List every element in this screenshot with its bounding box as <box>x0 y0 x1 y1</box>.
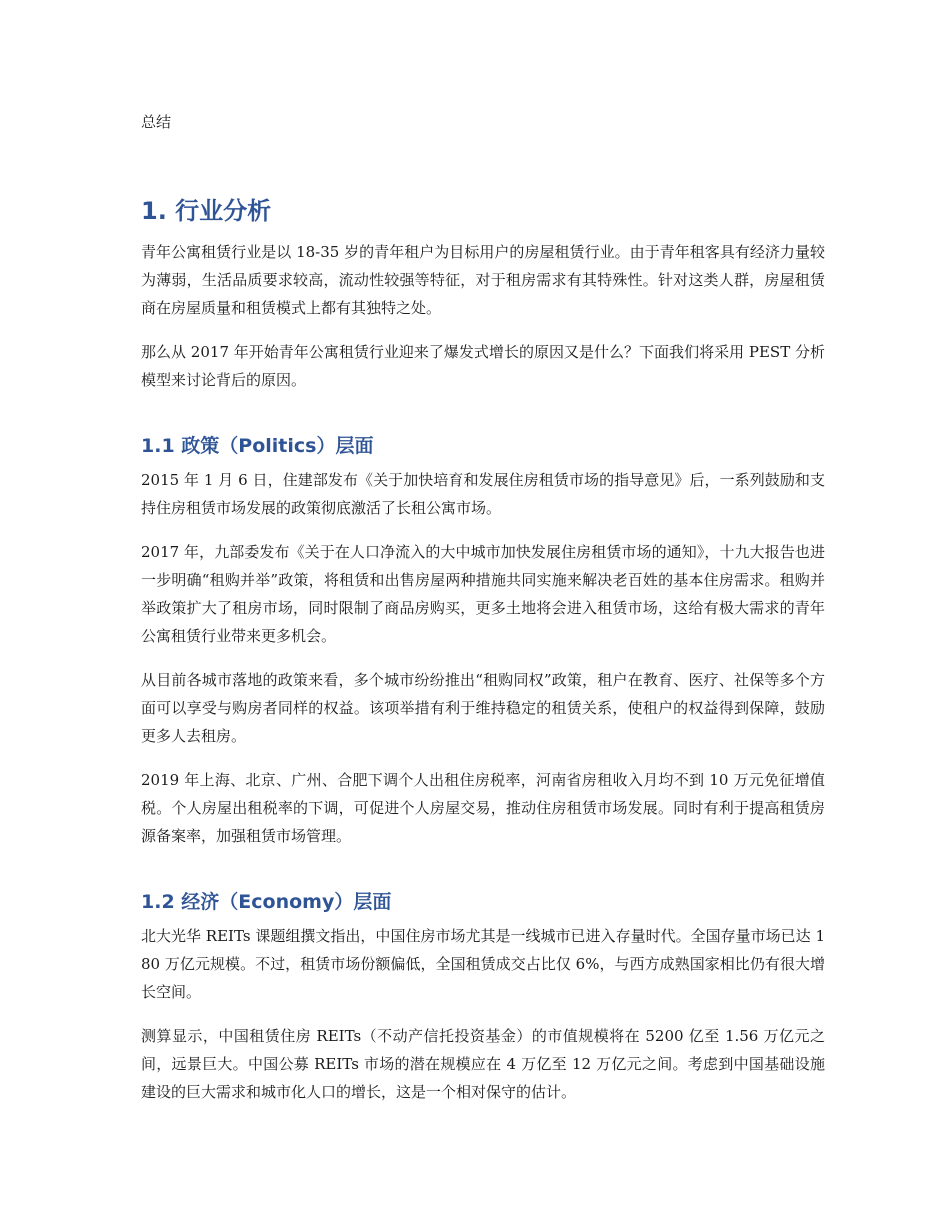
document-body <box>141 108 825 1122</box>
paragraph: 青年公寓租赁行业是以 18-35 岁的青年租户为目标用户的房屋租赁行业。由于青年租客具有经济力量较为薄弱，生活品质要求较高，流动性较强等特征，对于租房需求有其特殊性。针对这类人群，房屋租赁商在房屋质量和租赁模式上都有其独特之处。 <box>141 243 825 317</box>
paragraph: 从目前各城市落地的政策来看，多个城市纷纷推出“租购同权”政策，租户在教育、医疗、社保等多个方面可以享受与购房者同样的权益。该项举措有利于维持稳定的租赁关系，使租户的权益得到保障，鼓励更多人去租房。 <box>141 671 825 745</box>
section-heading-economy: 1.2 经济（Economy）层面 <box>141 891 392 913</box>
paragraph: 2019 年上海、北京、广州、合肥下调个人出租住房税率，河南省房租收入月均不到 10 万元免征增值税。个人房屋出租税率的下调，可促进个人房屋交易，推动住房租赁市场发展。同时有利于提高租赁房源备案率，加强租赁市场管理。 <box>141 771 825 845</box>
paragraph: 2015 年 1 月 6 日，住建部发布《关于加快培育和发展住房租赁市场的指导意见》后，一系列鼓励和支持住房租赁市场发展的政策彻底激活了长租公寓市场。 <box>141 471 825 517</box>
paragraph: 那么从 2017 年开始青年公寓租赁行业迎来了爆发式增长的原因又是什么？下面我们将采用 PEST 分析模型来讨论背后的原因。 <box>141 343 825 389</box>
section-heading-industry-analysis: 1. 行业分析 <box>141 197 272 225</box>
toc-summary-entry[interactable]: 总结 <box>141 113 172 131</box>
paragraph: 北大光华 REITs 课题组撰文指出，中国住房市场尤其是一线城市已进入存量时代。全国存量市场已达 180 万亿元规模。不过，租赁市场份额偏低，全国租赁成交占比仅 6%，与西方成熟国家相比仍有很大增长空间。 <box>141 927 825 1001</box>
paragraph: 2017 年，九部委发布《关于在人口净流入的大中城市加快发展住房租赁市场的通知》，十九大报告也进一步明确“租购并举”政策，将租赁和出售房屋两种措施共同实施来解决老百姓的基本住房需求。租购并举政策扩大了租房市场，同时限制了商品房购买，更多土地将会进入租赁市场，这给有极大需求的青年公寓租赁行业带来更多机会。 <box>141 543 825 645</box>
section-heading-politics: 1.1 政策（Politics）层面 <box>141 435 374 457</box>
paragraph: 测算显示，中国租赁住房 REITs（不动产信托投资基金）的市值规模将在 5200 亿至 1.56 万亿元之间，远景巨大。中国公募 REITs 市场的潜在规模应在 4 万亿至 12 万亿元之间。考虑到中国基础设施建设的巨大需求和城市化人口的增长，这是一个相对保守的估计。 <box>141 1027 825 1101</box>
